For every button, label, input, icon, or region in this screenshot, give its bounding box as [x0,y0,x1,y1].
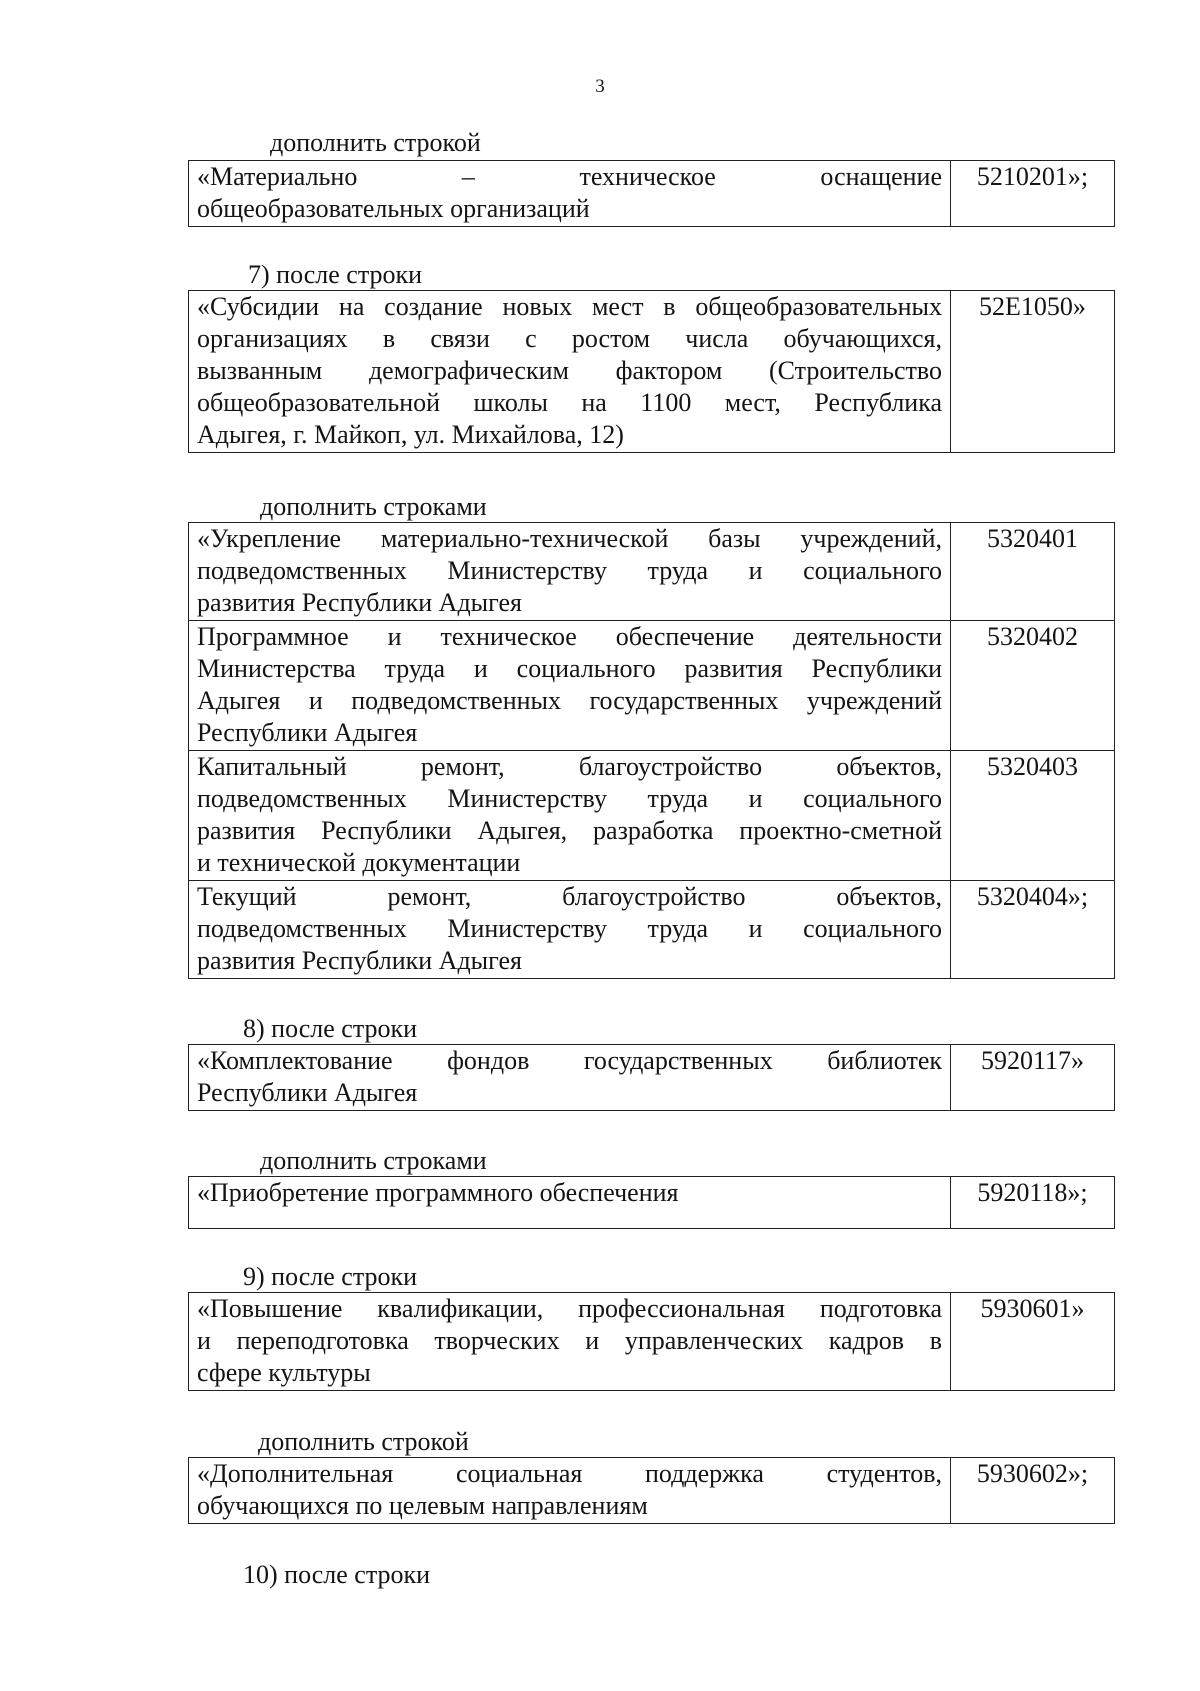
row-text-cell [189,1045,951,1111]
row-text-cell [189,1293,951,1391]
section-intro: дополнить строкой [270,128,481,157]
row-text-cell [189,751,951,881]
row-text-line: развития Республики Адыгея [197,946,522,975]
row-text-line: развития Республики Адыгея, разработка проектно-сметной [197,816,942,845]
section-table [188,522,1115,979]
section-intro: 8) после строки [243,1014,418,1043]
row-text-line: Текущий ремонт, благоустройство объектов, [197,882,942,911]
row-code-cell: 5930601» [951,1293,1115,1391]
row-code-cell: 5920118»; [951,1177,1115,1229]
row-text-cell [189,1458,951,1524]
row-text-line: Республики Адыгея [197,1078,418,1107]
row-code-cell: 5320404»; [951,881,1115,979]
row-text-line: «Субсидии на создание новых мест в общеобразовательных [197,292,942,321]
page-number: 3 [595,76,605,97]
row-text-line: Адыгея, г. Майкоп, ул. Михайлова, 12) [197,420,624,449]
row-text-line: «Материально – техническое оснащение [197,162,942,191]
row-text-line: сфере культуры [197,1358,371,1387]
section-intro: 7) после строки [248,260,423,289]
section-table [188,290,1115,453]
row-text-line: развития Республики Адыгея [197,588,522,617]
row-text-line: подведомственных Министерству труда и социального [197,914,942,943]
section-intro: 9) после строки [243,1262,418,1291]
row-text-line: организациях в связи с ростом числа обучающихся, [197,324,942,353]
row-text-cell [189,1177,951,1229]
section-table [188,160,1115,227]
row-text-line: «Укрепление материально-технической базы учреждений, [197,524,942,553]
row-text-line: «Дополнительная социальная поддержка студентов, [197,1459,942,1488]
row-text-cell [189,621,951,751]
table-row [189,881,1115,979]
table-row [189,1458,1115,1524]
row-text-line: и технической документации [197,848,521,877]
row-code-cell: 5320402 [951,621,1115,751]
row-text-line: вызванным демографическим фактором (Строительство [197,356,942,385]
row-text-cell [189,523,951,621]
table-row [189,523,1115,621]
table-row [189,1045,1115,1111]
row-code-cell: 5320403 [951,751,1115,881]
row-code-cell: 5320401 [951,523,1115,621]
row-text-line: общеобразовательных организаций [197,194,590,223]
row-text-line: Республики Адыгея [197,718,418,747]
table-row [189,291,1115,453]
section-table [188,1457,1115,1524]
row-text-line: «Комплектование фондов государственных библиотек [197,1046,942,1075]
row-text-cell [189,161,951,227]
row-text-line: подведомственных Министерству труда и социального [197,784,942,813]
table-row [189,751,1115,881]
table-row [189,1177,1115,1229]
table-row [189,161,1115,227]
table-row [189,1293,1115,1391]
row-text-cell [189,291,951,453]
row-text-line: Программное и техническое обеспечение деятельности [197,622,942,651]
row-code-cell: 52E1050» [951,291,1115,453]
section-intro: 10) после строки [243,1560,431,1589]
row-text-line: Адыгея и подведомственных государственных учреждений [197,686,942,715]
row-text-line: и переподготовка творческих и управленческих кадров в [197,1326,942,1355]
row-code-cell: 5210201»; [951,161,1115,227]
section-table [188,1176,1115,1229]
row-text-cell [189,881,951,979]
section-table [188,1292,1115,1391]
row-text-line: подведомственных Министерству труда и социального [197,556,942,585]
row-code-cell: 5920117» [951,1045,1115,1111]
section-intro: дополнить строкой [258,1427,469,1456]
table-row [189,621,1115,751]
row-code-cell: 5930602»; [951,1458,1115,1524]
row-text-line: общеобразовательной школы на 1100 мест, Республика [197,388,942,417]
row-text-line: Министерства труда и социального развития Республики [197,654,942,683]
section-table [188,1044,1115,1111]
section-intro: дополнить строками [260,492,487,521]
row-text-line: обучающихся по целевым направлениям [197,1491,648,1520]
section-intro: дополнить строками [260,1146,487,1175]
row-text-line: «Приобретение программного обеспечения [197,1178,679,1207]
row-text-line: Капитальный ремонт, благоустройство объектов, [197,752,942,781]
row-text-line: «Повышение квалификации, профессиональная подготовка [197,1294,942,1323]
